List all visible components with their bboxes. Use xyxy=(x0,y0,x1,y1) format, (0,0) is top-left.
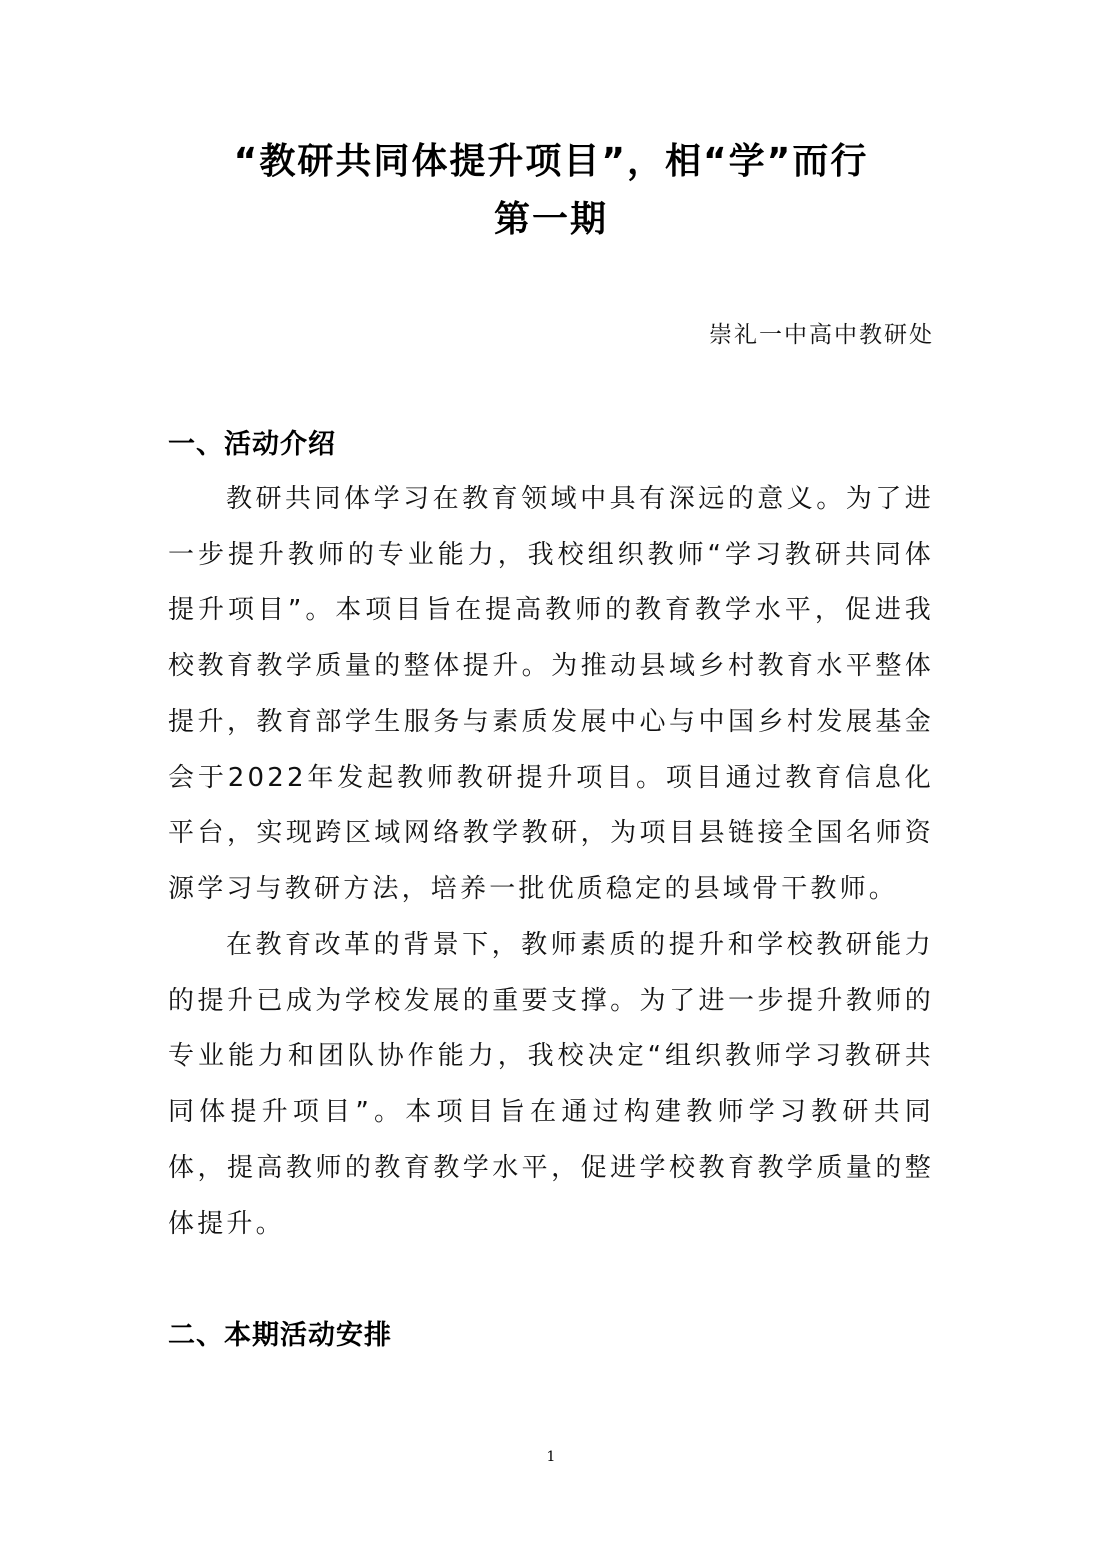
page-number: 1 xyxy=(546,1449,556,1465)
author-department: 崇礼一中高中教研处 xyxy=(709,322,934,348)
document-title: “教研共同体提升项目”，相“学”而行 xyxy=(233,141,869,182)
section-heading-schedule: 二、本期活动安排 xyxy=(168,1320,392,1351)
section-heading-activity-intro: 一、活动介绍 xyxy=(168,429,336,460)
paragraph-intro-1: 教研共同体学习在教育领域中具有深远的意义。为了进一步提升教师的专业能力，我校组织教师“学习教研共同体提升项目”。本项目旨在提高教师的教育教学水平，促进我校教育教学质量的整体提升。为推动县域乡村教育水平整体提升，教育部学生服务与素质发展中心与中国乡村发展基金会于2022年发起教师教研提升项目。项目通过教育信息化平台，实现跨区域网络教学教研，为项目县链接全国名师资源学习与教研方法，培养一批优质稳定的县域骨干教师。 xyxy=(168,484,934,904)
paragraph-intro-2: 在教育改革的背景下，教师素质的提升和学校教研能力的提升已成为学校发展的重要支撑。为了进一步提升教师的专业能力和团队协作能力，我校决定“组织教师学习教研共同体提升项目”。本项目旨在通过构建教师学习教研共同体，提高教师的教育教学水平，促进学校教育教学质量的整体提升。 xyxy=(168,930,934,1239)
document-subtitle-issue: 第一期 xyxy=(493,199,608,240)
